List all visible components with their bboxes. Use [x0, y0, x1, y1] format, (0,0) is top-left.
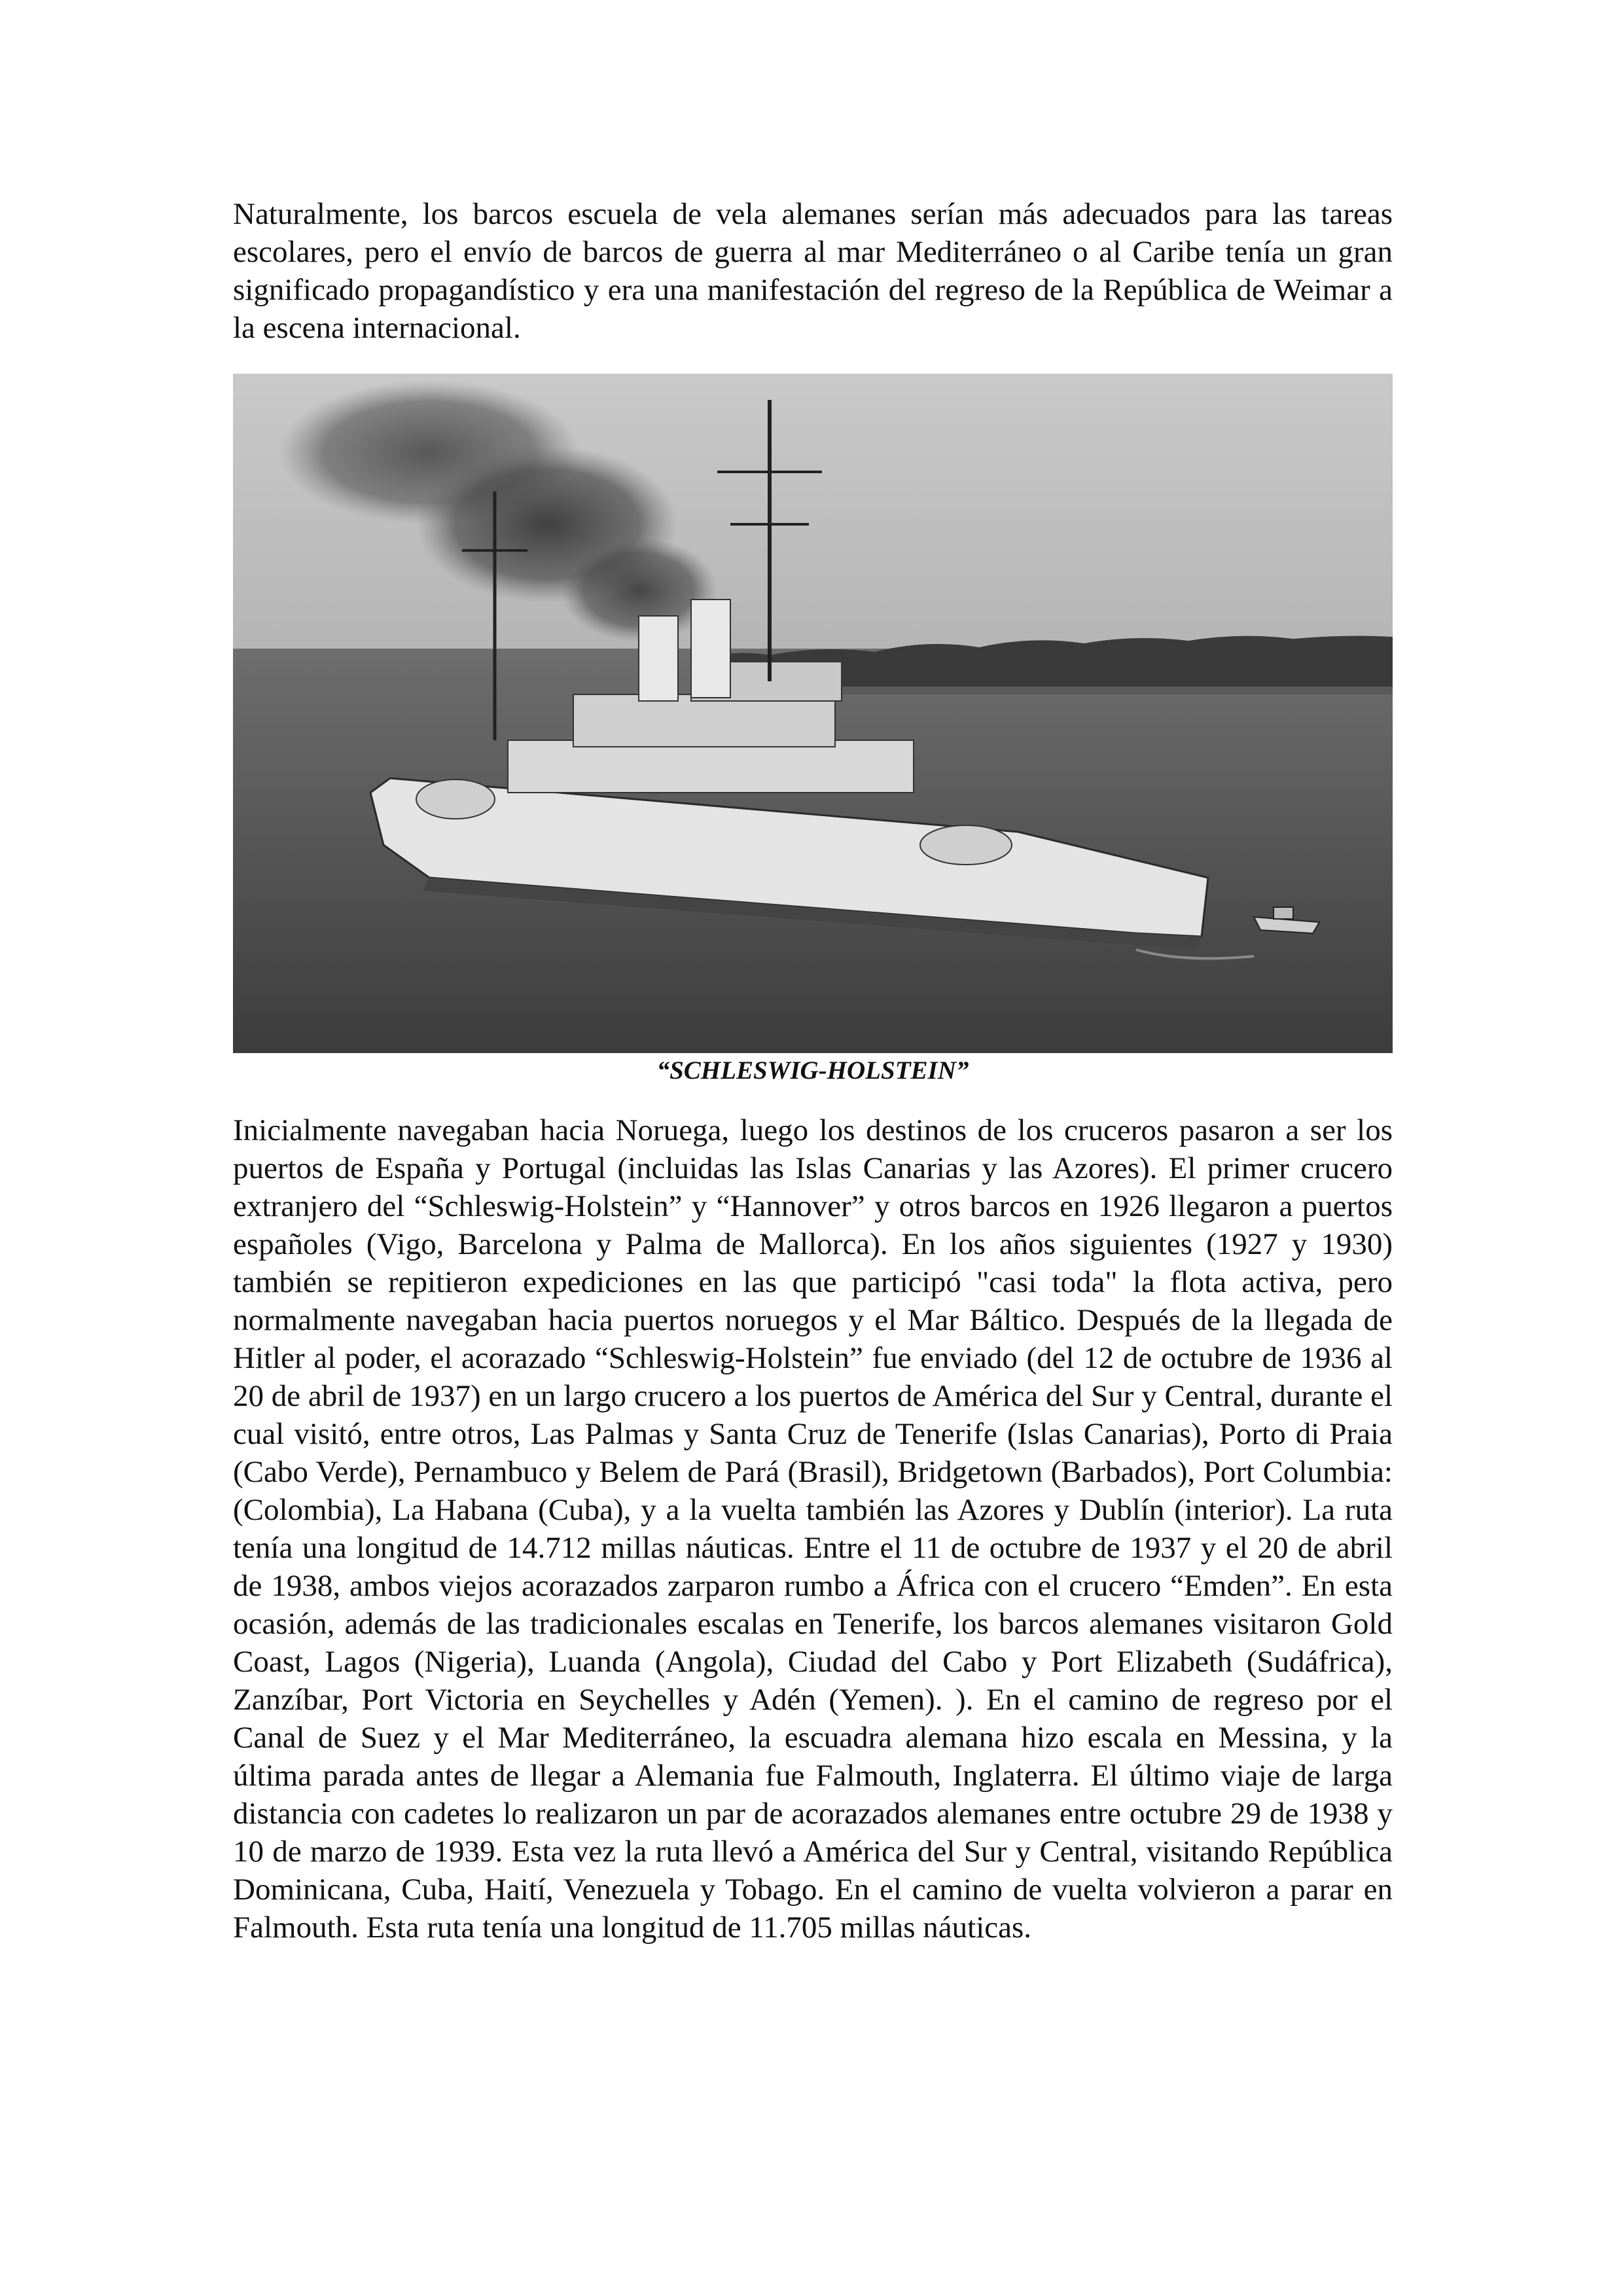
intro-paragraph: Naturalmente, los barcos escuela de vela alemanes serían más adecuados para las tareas escolares, pero el envío de barcos de guerra al mar Mediterráneo o al Caribe tenía un gran significado propagandístico y era una manifestación del regreso de la República de Weimar a la escena internacional.	[233, 197, 1393, 345]
figure-caption: “SCHLESWIG-HOLSTEIN”	[656, 1056, 969, 1085]
main-paragraph: Inicialmente navegaban hacia Noruega, luego los destinos de los cruceros pasaron a ser los puertos de España y Portugal (incluidas las Islas Canarias y las Azores). El primer crucero extranjero del “Schleswig-Holstein” y “Hannover” y otros barcos en 1926 llegaron a puertos españoles (Vigo, Barcelona y Palma de Mallorca). En los años siguientes (1927 y 1930) también se repitieron expediciones en las que participó "casi toda" la flota activa, pero normalmente navegaban hacia puertos noruegos y el Mar Báltico. Después de la llegada de Hitler al poder, el acorazado “Schleswig-Holstein” fue enviado (del 12 de octubre de 1936 al 20 de abril de 1937) en un largo crucero a los puertos de América del Sur y Central, durante el cual visitó, entre otros, Las Palmas y Santa Cruz de Tenerife (Islas Canarias), Porto di Praia (Cabo Verde), Pernambuco y Belem de Pará (Brasil), Bridgetown (Barbados), Port Columbia: (Colombia), La Habana (Cuba), y a la vuelta también las Azores y Dublín (interior). La ruta tenía una longitud de 14.712 millas náuticas. Entre el 11 de octubre de 1937 y el 20 de abril de 1938, ambos viejos acorazados zarparon rumbo a África con el crucero “Emden”. En esta ocasión, además de las tradicionales escalas en Tenerife, los barcos alemanes visitaron Gold Coast, Lagos (Nigeria), Luanda (Angola), Ciudad del Cabo y Port Elizabeth (Sudáfrica), Zanzíbar, Port Victoria en Seychelles y Adén (Yemen). ). En el camino de regreso por el Canal de Suez y el Mar Mediterráneo, la escuadra alemana hizo escala en Messina, y la última parada antes de llegar a Alemania fue Falmouth, Inglaterra. El último viaje de larga distancia con cadetes lo realizaron un par de acorazados alemanes entre octubre 29 de 1938 y 10 de marzo de 1939. Esta vez la ruta llevó a América del Sur y Central, visitando República Dominicana, Cuba, Haití, Venezuela y Tobago. En el camino de vuelta volvieron a parar en Falmouth. Esta ruta tenía una longitud de 11.705 millas náuticas.	[233, 1113, 1393, 1945]
battleship-photo	[233, 374, 1393, 1053]
